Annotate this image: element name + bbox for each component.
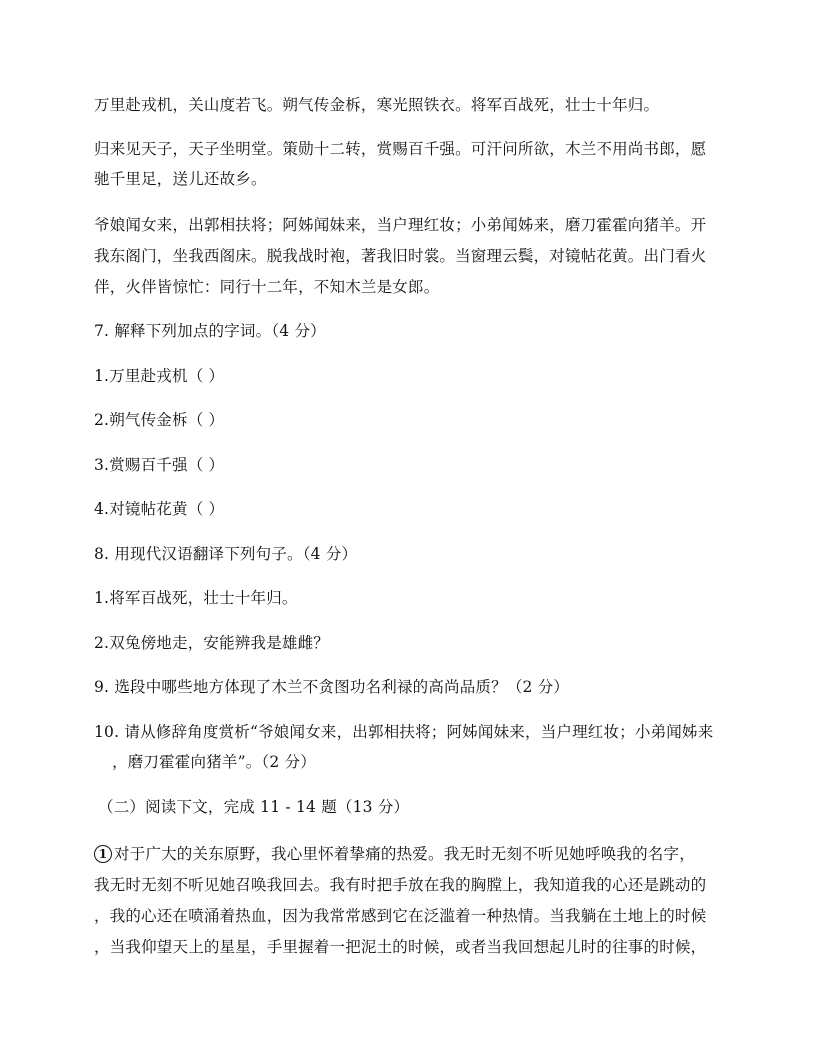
poem-paragraph-3-line-3: 伴，火伴皆惊忙：同行十二年，不知木兰是女郎。 xyxy=(94,278,440,296)
prose-line-4: ，当我仰望天上的星星，手里握着一把泥土的时候，或者当我回想起儿时的往事的时候， xyxy=(94,938,707,956)
question-9: 9. 选段中哪些地方体现了木兰不贪图功名利禄的高尚品质？（2 分） xyxy=(94,678,570,696)
question-8-item: 2.双兔傍地走，安能辨我是雄雌？ xyxy=(94,634,329,652)
question-8-item: 1.将军百战死，壮士十年归。 xyxy=(94,589,298,607)
prose-text: 对于广大的关东原野，我心里怀着挚痛的热爱。我无时无刻不听见她呼唤我的名字， xyxy=(114,845,695,863)
question-7: 7. 解释下列加点的字词。（4 分） xyxy=(94,322,326,340)
poem-paragraph-2-line-2: 驰千里足，送儿还故乡。 xyxy=(94,170,267,188)
paragraph-number-marker: 1 xyxy=(94,845,112,863)
question-10-line-2: ，磨刀霍霍向猪羊”。（2 分） xyxy=(112,753,316,771)
question-7-item: 3.赏赐百千强（ ） xyxy=(94,456,225,474)
question-7-item: 1.万里赴戎机（ ） xyxy=(94,367,225,385)
question-10-line-1: 10. 请从修辞角度赏析“爷娘闻女来，出郭相扶将；阿姊闻妹来，当户理红妆；小弟闻姊来 xyxy=(94,723,714,741)
prose-line-2: 我无时无刻不听见她召唤我回去。我有时把手放在我的胸膛上，我知道我的心还是跳动的 xyxy=(94,876,707,894)
question-7-item: 2.朔气传金柝（ ） xyxy=(94,411,225,429)
section-2-heading: （二）阅读下文，完成 11 - 14 题（13 分） xyxy=(98,798,410,816)
poem-paragraph-3-line-2: 我东阁门，坐我西阁床。脱我战时袍，著我旧时裳。当窗理云鬓，对镜帖花黄。出门看火 xyxy=(94,247,707,265)
poem-paragraph-3-line-1: 爷娘闻女来，出郭相扶将；阿姊闻妹来，当户理红妆；小弟闻姊来，磨刀霍霍向猪羊。开 xyxy=(94,216,707,234)
prose-line-1 xyxy=(94,843,695,865)
prose-line-3: ，我的心还在喷涌着热血，因为我常常感到它在泛滥着一种热情。当我躺在土地上的时候 xyxy=(94,907,707,925)
poem-paragraph-2-line-1: 归来见天子，天子坐明堂。策勋十二转，赏赐百千强。可汗问所欲，木兰不用尚书郎，愿 xyxy=(94,140,707,158)
question-7-item: 4.对镜帖花黄（ ） xyxy=(94,500,225,518)
poem-paragraph-1: 万里赴戎机，关山度若飞。朔气传金柝，寒光照铁衣。将军百战死，壮士十年归。 xyxy=(94,96,660,114)
question-8: 8. 用现代汉语翻译下列句子。（4 分） xyxy=(94,545,358,563)
